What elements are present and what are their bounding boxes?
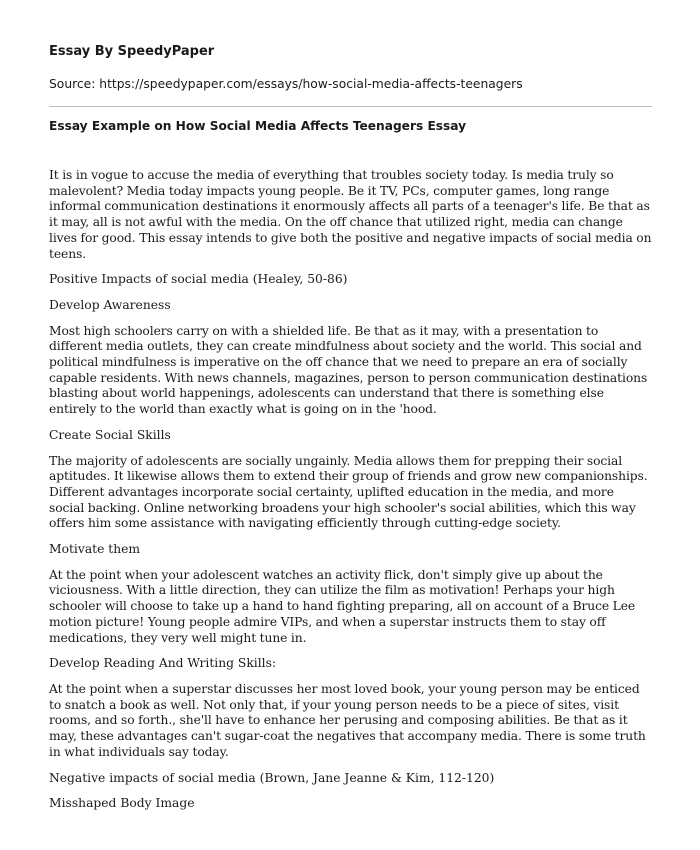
paragraph-reading-writing: At the point when a superstar discusses her most loved book, your young person may be enticed to snatch a book as well. Not only that, if your young person needs to be a piece of sites, visit rooms, and so forth., she'll have to enhance her perusing and composing abilities. Be that as it may, these advantages can't sugar-coat the negatives that accompany media. There is some truth in what individuals say today. — [49, 681, 646, 759]
subheading-social-skills: Create Social Skills — [49, 427, 171, 442]
subheading-reading-writing: Develop Reading And Writing Skills: — [49, 656, 277, 671]
subheading-body-image: Misshaped Body Image — [49, 796, 195, 811]
section-heading-negative: Negative impacts of social media (Brown, Jane Jeanne & Kim, 112-120) — [49, 770, 495, 785]
essay-body — [49, 168, 652, 812]
paragraph-motivate: At the point when your adolescent watches an activity flick, don't simply give up about the viciousness. With a little direction, they can utilize the film as motivation! Perhaps your high schooler will choose to take up a hand to hand fighting preparing, all on account of a Bruce Lee motion picture! Young people admire VIPs, and when a superstar instructs them to stay off medications, they very well might tune in. — [49, 567, 636, 645]
source-line: Source: https://speedypaper.com/essays/how-social-media-affects-teenagers — [49, 77, 523, 91]
paragraph-intro: It is in vogue to accuse the media of everything that troubles society today. Is media truly so malevolent? Media today impacts young people. Be it TV, PCs, computer games, long range informal communication destinations it enormously affects all parts of a teenager's life. Be that as it may, all is not awful with the media. On the off chance that utilized right, media can change lives for good. This essay intends to give both the positive and negative impacts of social media on teens. — [49, 168, 652, 261]
header-divider — [49, 106, 652, 107]
subheading-develop-awareness: Develop Awareness — [49, 297, 171, 312]
document-header-title: Essay By SpeedyPaper — [49, 44, 215, 59]
subheading-motivate: Motivate them — [49, 542, 141, 557]
section-heading-positive: Positive Impacts of social media (Healey, 50-86) — [49, 272, 348, 287]
paragraph-awareness: Most high schoolers carry on with a shielded life. Be that as it may, with a presentation to different media outlets, they can create mindfulness about society and the world. This social and political mindfulness is imperative on the off chance that we need to prepare an era of socially capable residents. With news channels, magazines, person to person communication destinations blasting about world happenings, adolescents can understand that there is something else entirely to the world than exactly what is going on in the 'hood. — [49, 323, 648, 417]
essay-title: Essay Example on How Social Media Affects Teenagers Essay — [49, 119, 467, 133]
paragraph-social-skills: The majority of adolescents are socially ungainly. Media allows them for prepping their social aptitudes. It likewise allows them to extend their group of friends and grow new companionships. Different advantages incorporate social certainty, uplifted education in the media, and more social backing. Online networking broadens your high schooler's social abilities, which this way offers him some assistance with navigating efficiently through cutting-edge society. — [49, 453, 648, 531]
